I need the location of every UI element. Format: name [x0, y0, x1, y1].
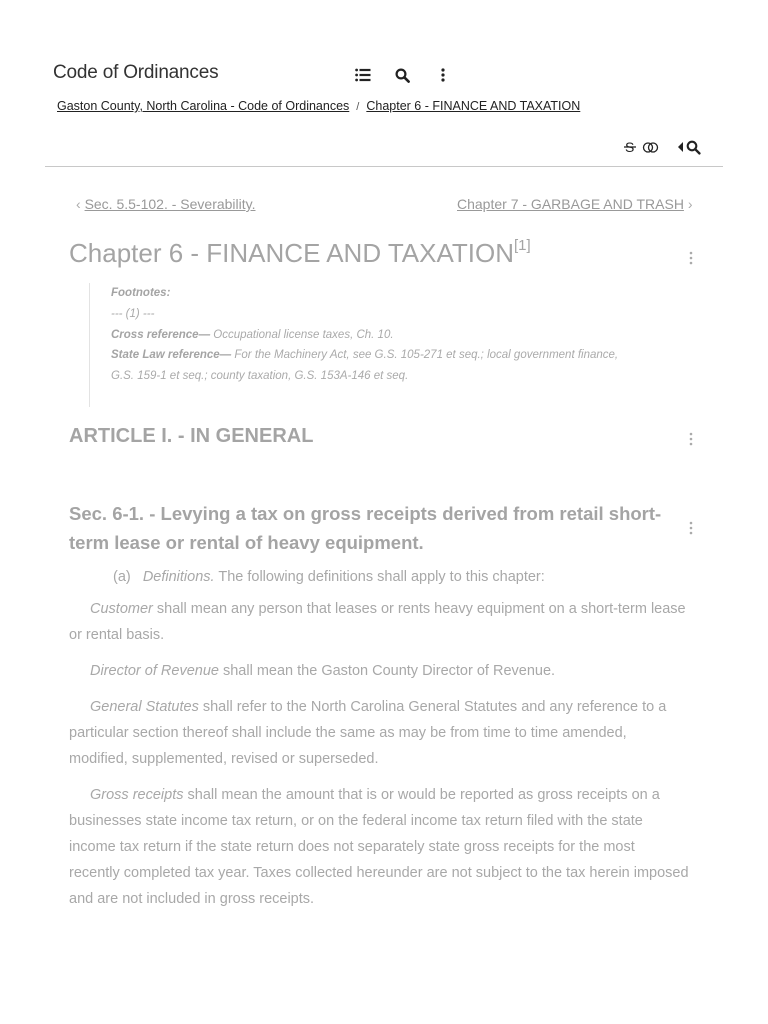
cross-reference-text: Occupational license taxes, Ch. 10. [213, 328, 394, 341]
footnote-marker: --- (1) --- [111, 307, 155, 320]
state-law-label: State Law reference— [111, 349, 232, 362]
chevron-right-icon: › [687, 196, 693, 212]
app-title: Code of Ordinances [53, 62, 219, 83]
state-law-text-2: G.S. 159-1 et seq.; county taxation, G.S. 153A-146 et seq. [111, 370, 409, 383]
chapter-title-text: Chapter 6 - FINANCE AND TAXATION [69, 238, 514, 268]
header-divider [45, 166, 723, 167]
section-title-line2: term lease or rental of heavy equipment. [69, 532, 424, 553]
breadcrumb-link-chapter[interactable]: Chapter 6 - FINANCE AND TAXATION [366, 99, 581, 113]
definition-statutes [69, 694, 689, 772]
definition-customer [69, 596, 689, 648]
top-bar [53, 62, 713, 88]
footnotes-block [89, 283, 679, 407]
definition-customer-term: Customer [90, 601, 153, 617]
cross-reference-label: Cross reference— [111, 328, 211, 341]
definition-gross-receipts-term: Gross receipts [90, 787, 184, 803]
section-title [69, 499, 669, 557]
subsection-a-text: The following definitions shall apply to this chapter: [218, 569, 545, 585]
chevron-left-icon: ‹ [76, 196, 81, 212]
prev-section-label: Sec. 5.5-102. - Severability. [84, 196, 256, 212]
subsection-a-term: Definitions. [142, 569, 215, 585]
next-section-label: Chapter 7 - GARBAGE AND TRASH [457, 196, 684, 212]
definition-director-text: shall mean the Gaston County Director of Revenue. [222, 663, 556, 679]
breadcrumb-link-code[interactable]: Gaston County, North Carolina - Code of Ordinances [57, 99, 350, 113]
definition-director [69, 658, 689, 684]
prev-section-link[interactable] [76, 196, 256, 212]
state-law-reference [111, 345, 679, 366]
definition-gross-receipts-text: shall mean the amount that is or would be reported as gross receipts on a businesses state income tax return, or on the federal income tax return filed with the state income tax return if the state return does not separately state gross receipts for the most recently completed tax year. Taxes collected hereunder are not subject to the tax herein imposed and are not included in gross receipts. [69, 787, 689, 907]
next-section-link[interactable] [457, 196, 693, 212]
definition-director-term: Director of Revenue [90, 663, 219, 679]
state-law-text-1: For the Machinery Act, see G.S. 105-271 et seq.; local government finance, [234, 349, 619, 362]
section-menu-kebab-icon[interactable] [685, 521, 697, 537]
search-icon[interactable] [392, 65, 412, 85]
chapter-title [69, 238, 531, 269]
breadcrumb-separator: / [356, 101, 360, 113]
svg-text:S: S [625, 139, 635, 155]
caret-left-search-icon[interactable] [677, 138, 705, 156]
section-title-line1: Sec. 6-1. - Levying a tax on gross receipts derived from retail short- [69, 503, 662, 524]
more-vertical-icon[interactable] [433, 65, 453, 85]
subsection-a [113, 564, 693, 590]
definition-statutes-text: shall refer to the North Carolina General Statutes and any reference to a particular section thereof shall include the same as may be from time to time amended, modified, supplemented, revised or superseded. [69, 699, 667, 767]
article-menu-kebab-icon[interactable] [685, 432, 697, 448]
subsection-a-label: (a) [113, 569, 131, 585]
footnote-ref-link[interactable]: [1] [514, 237, 531, 255]
list-icon[interactable] [353, 65, 373, 85]
chapter-menu-kebab-icon[interactable] [685, 251, 697, 267]
definition-customer-text: shall mean any person that leases or rents heavy equipment on a short-term lease or rental basis. [69, 601, 686, 643]
cross-reference [111, 325, 679, 346]
definition-gross-receipts [69, 782, 689, 912]
strikethrough-compare-icon[interactable] [624, 138, 660, 156]
footnotes-heading: Footnotes: [111, 287, 171, 299]
definition-statutes-term: General Statutes [90, 699, 199, 715]
breadcrumb [57, 99, 580, 113]
article-title: ARTICLE I. - IN GENERAL [69, 425, 314, 447]
